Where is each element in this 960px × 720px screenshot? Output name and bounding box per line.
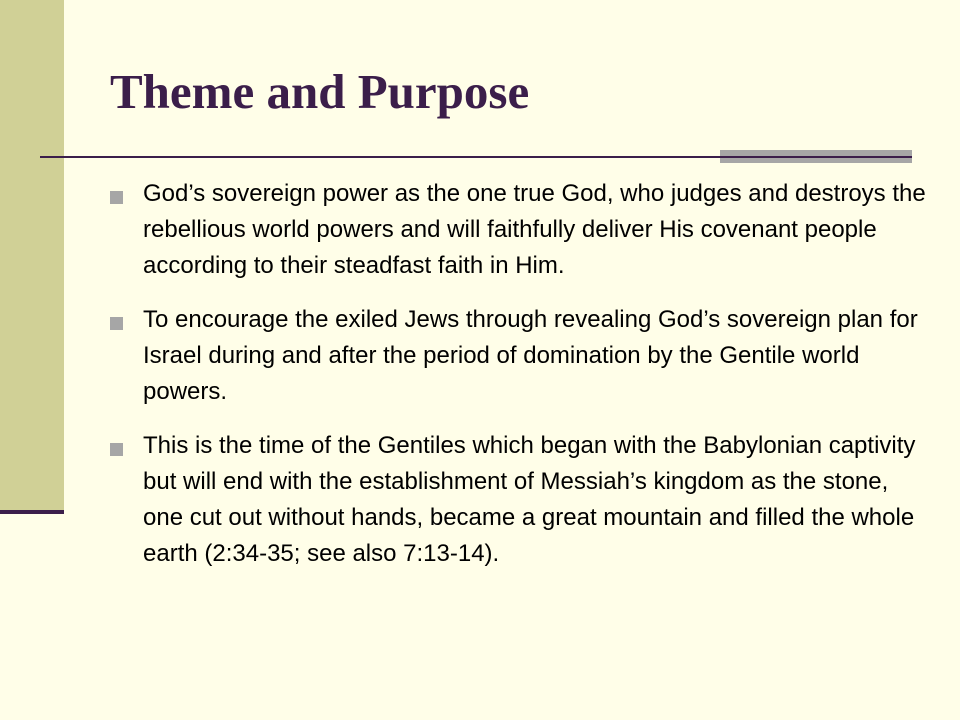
bullet-text: This is the time of the Gentiles which began with the Babylonian captivity but will end with the establishment of Messiah’s kingdom as the stone, one cut out without hands, became a great mountain and filled the whole earth (2:34-35; see also 7:13-14). [143,432,916,567]
decorative-sidebar [0,0,64,512]
list-item [110,302,930,410]
bullet-text: To encourage the exiled Jews through revealing God’s sovereign plan for Israel during and after the period of domination by the Gentile world powers. [143,306,918,405]
list-item [110,176,930,284]
bullet-text: God’s sovereign power as the one true God, who judges and destroys the rebellious world powers and will faithfully deliver His covenant people according to their steadfast faith in Him. [143,180,926,279]
square-bullet-icon [110,317,123,330]
square-bullet-icon [110,443,123,456]
square-bullet-icon [110,191,123,204]
list-item [110,428,930,572]
slide-title: Theme and Purpose [110,64,530,119]
sidebar-accent-line [0,510,64,514]
title-divider-overline [720,156,912,158]
bullet-list [110,176,930,590]
